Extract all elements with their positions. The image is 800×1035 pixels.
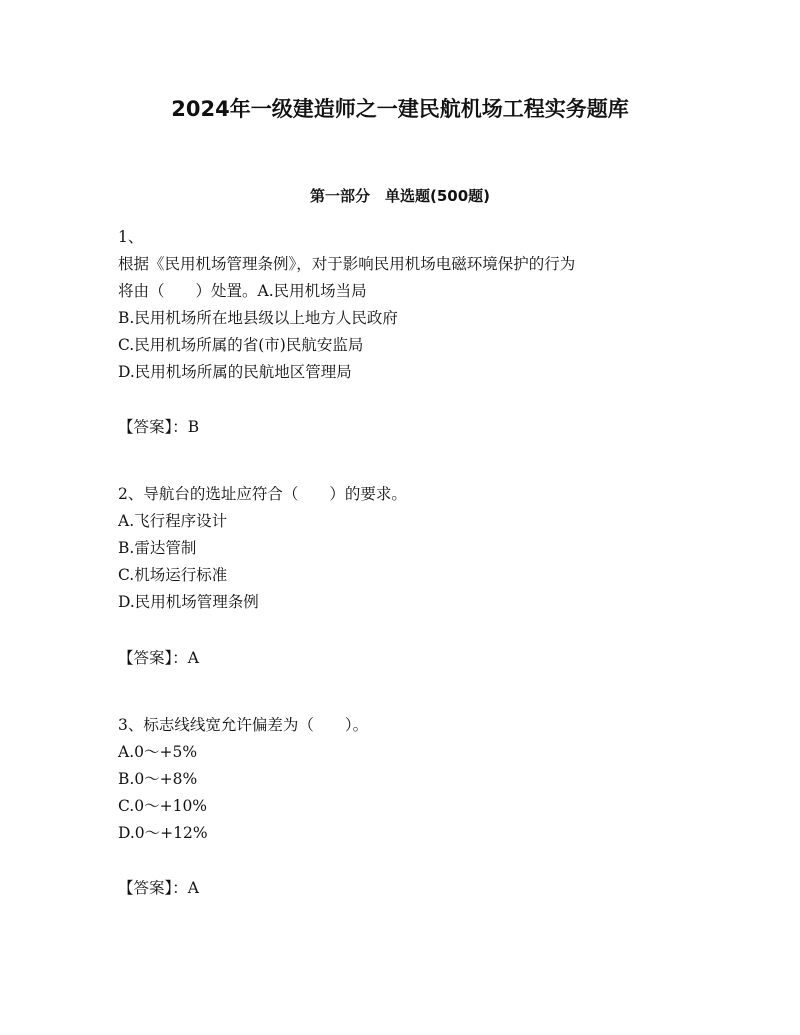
question-2-option-c: C.机场运行标准 — [118, 566, 228, 584]
question-3-option-c: C.0～+10% — [118, 797, 208, 815]
question-1-answer: 【答案】：B — [118, 418, 200, 436]
question-2-stem: 2、导航台的选址应符合（ ）的要求。 — [118, 485, 407, 503]
question-1-option-d: D.民用机场所属的民航地区管理局 — [118, 363, 352, 381]
question-2-answer: 【答案】：A — [118, 649, 199, 667]
question-2-option-a: A.飞行程序设计 — [118, 512, 228, 530]
question-1-option-c: C.民用机场所属的省(市)民航安监局 — [118, 336, 364, 354]
question-3-option-b: B.0～+8% — [118, 770, 198, 788]
question-3-answer: 【答案】：A — [118, 879, 199, 897]
question-1-stem-line-1: 根据《民用机场管理条例》，对于影响民用机场电磁环境保护的行为 — [118, 255, 576, 273]
question-1-number: 1、 — [118, 228, 144, 246]
section-title: 第一部分 单选题(500题) — [309, 187, 491, 205]
question-2-option-b: B.雷达管制 — [118, 539, 197, 557]
question-3-option-a: A.0～+5% — [118, 743, 198, 761]
question-2-option-d: D.民用机场管理条例 — [118, 593, 259, 611]
document-title: 2024年一级建造师之一建民航机场工程实务题库 — [171, 97, 629, 121]
question-1-option-b: B.民用机场所在地县级以上地方人民政府 — [118, 309, 398, 327]
question-3-option-d: D.0～+12% — [118, 824, 208, 842]
question-1-stem-line-2: 将由（ ）处置。A.民用机场当局 — [118, 282, 367, 300]
question-3-stem: 3、标志线线宽允许偏差为（ ）。 — [118, 716, 369, 734]
